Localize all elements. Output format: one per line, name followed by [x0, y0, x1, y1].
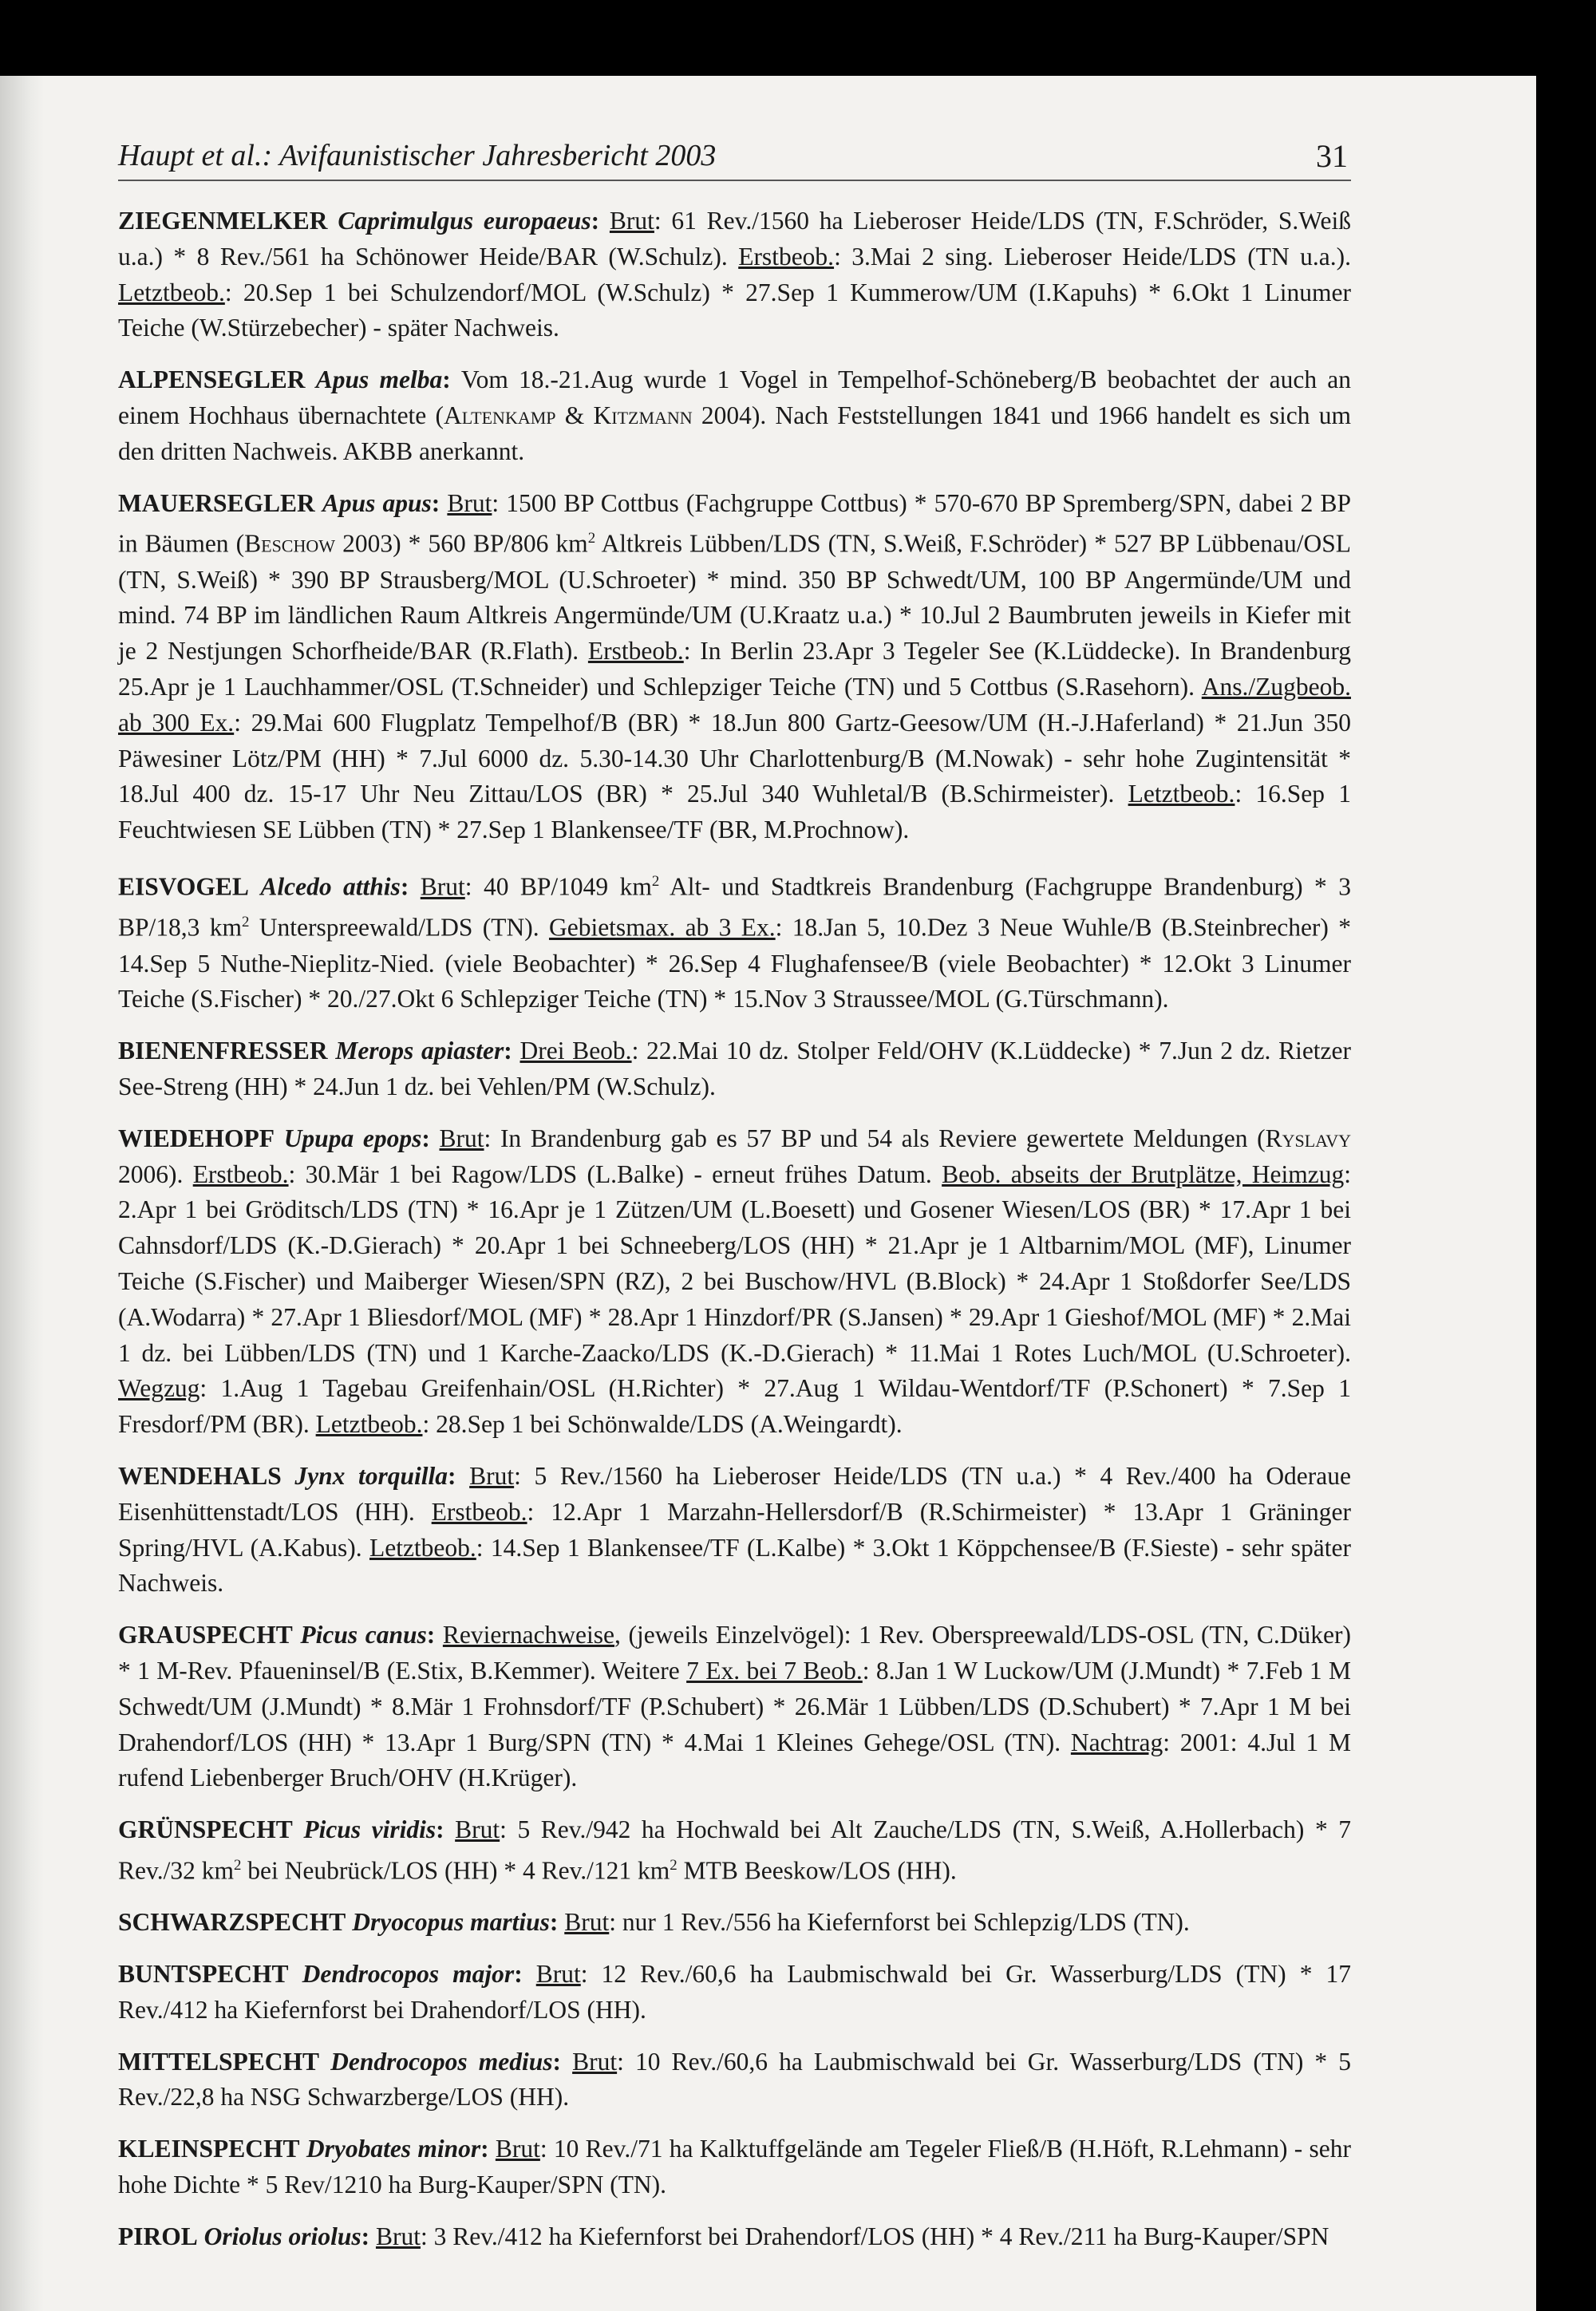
- species-name: KLEINSPECHT: [118, 2135, 300, 2163]
- section-label: Letztbeob.: [315, 1410, 423, 1439]
- record-text: : 12.Apr 1 Marzahn-Hellersdorf/B (R.Schirmeister) * 13.Apr 1 Gräninger Spring/HVL (A.Kabus).: [118, 1497, 1351, 1562]
- species-entry-grauspecht: GRAUSPECHT Picus canus: Reviernachweise, (jeweils Einzelvögel): 1 Rev. Oberspreewald/LDS-OSL (TN, C.Düker) * 1 M-Rev. Pfaueninsel/B (E.Stix, B.Kemmer). Weitere 7 Ex. bei 7 Beob.: 8.Jan 1 W Luckow/UM (J.Mundt) * 7.Feb 1 M Schwedt/UM (J.Mundt) * 8.Mär 1 Frohnsdorf/TF (P.Schubert) * 26.Mär 1 Lübben/LDS (D.Schubert) * 7.Apr 1 M bei Drahendorf/LOS (HH) * 13.Apr 1 Burg/SPN (TN) * 4.Mai 1 Kleines Gehege/OSL (TN). Nachtrag: 2001: 4.Jul 1 M rufend Liebenberger Bruch/OHV (H.Krüger).: [118, 1621, 1352, 1792]
- scientific-name: Jynx torquilla: [294, 1462, 448, 1490]
- record-text: : 2001: 4.Jul 1 M rufend Liebenberger Bruch/OHV (H.Krüger).: [118, 1728, 1351, 1792]
- scientific-name: Dendrocopos medius: [330, 2047, 553, 2076]
- record-text: Altkreis Lübben/LDS (TN, S.Weiß, F.Schröder) * 527 BP Lübbenau/OSL (TN, S.Weiß) * 390 BP Strausberg/MOL (U.Schroeter) * mind. 350 BP Schwedt/UM, 100 BP Angermünde/UM und mind. 74 BP im ländlichen Raum Altkreis Angermünde/UM (U.Kraatz u.a.) * 10.Jul 2 Baumbruten jeweils in Kiefer mit je 2 Nestjungen Schorfheide/BAR (R.Flath).: [118, 529, 1351, 666]
- record-text: : In Berlin 23.Apr 3 Tegeler See (K.Lüddecke). In Brandenburg 25.Apr je 1 Lauchhammer/OSL (T.Schneider) und Schlepziger Teiche (TN) und 5 Cottbus (S.Rasehorn).: [118, 637, 1351, 701]
- scientific-name: Caprimulgus europaeus: [338, 207, 591, 235]
- species-entry-kleinspecht: KLEINSPECHT Dryobates minor: Brut: 10 Rev./71 ha Kalktuffgelände am Tegeler Fließ/B (H.Höft, R.Lehmann) - sehr hohe Dichte * 5 Rev/1210 ha Burg-Kauper/SPN (TN).: [118, 2135, 1352, 2199]
- species-name: GRAUSPECHT: [118, 1621, 293, 1649]
- section-label: Letztbeob.: [1128, 780, 1235, 808]
- section-label: Drei Beob.: [519, 1037, 632, 1065]
- species-entry-wendehals: WENDEHALS Jynx torquilla: Brut: 5 Rev./1560 ha Lieberoser Heide/LDS (TN u.a.) * 4 Rev./400 ha Oderaue Eisenhüttenstadt/LOS (HH). Erstbeob.: 12.Apr 1 Marzahn-Hellersdorf/B (R.Schirmeister) * 13.Apr 1 Gräninger Spring/HVL (A.Kabus). Letztbeob.: 14.Sep 1 Blankensee/TF (L.Kalbe) * 3.Okt 1 Köppchensee/B (F.Sieste) - sehr später Nachweis.: [118, 1462, 1351, 1598]
- scientific-name: Apus melba: [315, 365, 443, 394]
- record-text: : 61 Rev./1560 ha Lieberoser Heide/LDS (TN, F.Schröder, S.Weiß u.a.) * 8 Rev./561 ha Schönower Heide/BAR (W.Schulz).: [118, 207, 1351, 271]
- superscript: 2: [233, 1856, 242, 1874]
- section-label: 7 Ex. bei 7 Beob.: [686, 1656, 863, 1685]
- species-name: ZIEGENMELKER: [118, 207, 328, 235]
- species-entry-wiedehopf: WIEDEHOPF Upupa epops: Brut: In Brandenburg gab es 57 BP und 54 als Reviere gewertete Meldungen (Ryslavy 2006). Erstbeob.: 30.Mär 1 bei Ragow/LDS (L.Balke) - erneut frühes Datum. Beob. abseits der Brutplätze, Heimzug: 2.Apr 1 bei Gröditsch/LDS (TN) * 16.Apr je 1 Zützen/UM (L.Boesett) und Gosener Wiesen/LOS (BR) * 17.Apr 1 bei Cahnsdorf/LDS (K.-D.Gierach) * 20.Apr 1 bei Schneeberg/LOS (HH) * 21.Apr je 1 Altbarnim/MOL (MF), Linumer Teiche (S.Fischer) und Maiberger Wiesen/SPN (RZ), 2 bei Buschow/HVL (B.Block) * 24.Apr 1 Stoßdorfer See/LDS (A.Wodarra) * 27.Apr 1 Bliesdorf/MOL (MF) * 28.Apr 1 Hinzdorf/PR (S.Jansen) * 29.Apr 1 Gieshof/MOL (MF) * 2.Mai 1 dz. bei Lübben/LDS (TN) und 1 Karche-Zaacko/LDS (K.-D.Gierach) * 11.Mai 1 Rotes Luch/MOL (U.Schroeter). Wegzug: 1.Aug 1 Tagebau Greifenhain/OSL (H.Richter) * 27.Aug 1 Wildau-Wentdorf/TF (P.Schonert) * 7.Sep 1 Fresdorf/PM (BR). Letztbeob.: 28.Sep 1 bei Schönwalde/LDS (A.Weingardt).: [118, 1124, 1352, 1439]
- section-label: Ans./Zugbeob. ab 300 Ex.: [118, 673, 1351, 737]
- running-header: [118, 132, 1351, 181]
- record-text: : 10 Rev./71 ha Kalktuffgelände am Tegeler Fließ/B (H.Höft, R.Lehmann) - sehr hohe Dichte * 5 Rev/1210 ha Burg-Kauper/SPN (TN).: [118, 2135, 1352, 2199]
- species-name: MITTELSPECHT: [118, 2047, 320, 2076]
- section-label: Nachtrag: [1070, 1728, 1163, 1756]
- scientific-name: Dendrocopos major: [302, 1960, 515, 1989]
- species-entry-mauersegler: MAUERSEGLER Apus apus: Brut: 1500 BP Cottbus (Fachgruppe Cottbus) * 570-670 BP Spremberg/SPN, dabei 2 BP in Bäumen (Beschow 2003) * 560 BP/806 $km^2$ Altkreis Lübben/LDS (TN, S.Weiß, F.Schröder) * 527 BP Lübbenau/OSL (TN, S.Weiß) * 390 BP Strausberg/MOL (U.Schroeter) * mind. 350 BP Schwedt/UM, 100 BP Angermünde/UM und mind. 74 BP im ländlichen Raum Altkreis Angermünde/UM (U.Kraatz u.a.) * 10.Jul 2 Baumbruten jeweils in Kiefer mit je 2 Nestjungen Schorfheide/BAR (R.Flath). Erstbeob.: In Berlin 23.Apr 3 Tegeler See (K.Lüddecke). In Brandenburg 25.Apr je 1 Lauchhammer/OSL (T.Schneider) und Schlepziger Teiche (TN) und 5 Cottbus (S.Rasehorn). Ans./Zugbeob. ab 300 Ex.: 29.Mai 600 Flugplatz Tempelhof/B (BR) * 18.Jun 800 Gartz-Geesow/UM (H.-J.Haferland) * 21.Jun 350 Päwesiner Lötz/PM (HH) * 7.Jul 6000 dz. 5.30-14.30 Uhr Charlottenburg/B (M.Nowak) - sehr hohe Zugintensität * 18.Jul 400 dz. 15-17 Uhr Neu Zittau/LOS (BR) * 25.Jul 340 Wuhletal/B (B.Schirmeister). Letztbeob.: 16.Sep 1 Feuchtwiesen SE Lübben (TN) * 27.Sep 1 Blankensee/TF (BR, M.Prochnow).: [118, 488, 1351, 844]
- record-text: : nur 1 Rev./556 ha Kiefernforst bei Schlepzig/LDS (TN).: [609, 1908, 1190, 1937]
- scientific-name: Picus viridis: [303, 1815, 437, 1844]
- scientific-name: Upupa epops: [283, 1124, 422, 1152]
- species-name: PIROL: [118, 2222, 198, 2250]
- citation-author: Beschow: [244, 529, 336, 558]
- section-label: Erstbeob.: [431, 1497, 527, 1526]
- scientific-name: Oriolus oriolus: [203, 2222, 361, 2250]
- scientific-name: Picus canus: [300, 1621, 427, 1649]
- record-text: : 29.Mai 600 Flugplatz Tempelhof/B (BR) * 18.Jun 800 Gartz-Geesow/UM (H.-J.Haferland) * 21.Jun 350 Päwesiner Lötz/PM (HH) * 7.Jul 6000 dz. 5.30-14.30 Uhr Charlottenburg/B (M.Nowak) - sehr hohe Zugintensität * 18.Jul 400 dz. 15-17 Uhr Neu Zittau/LOS (BR) * 25.Jul 340 Wuhletal/B (B.Schirmeister).: [118, 708, 1351, 808]
- record-text: 2004). Nach Feststellungen 1841 und 1966 handelt es sich um den dritten Nachweis. AKBB anerkannt.: [118, 401, 1351, 465]
- page-gutter-shadow: [0, 76, 44, 2311]
- section-label: Brut: [535, 1960, 581, 1989]
- record-text: : 5 Rev./942 ha Hochwald bei Alt Zauche/LDS (TN, S.Weiß, A.Hollerbach) * 7 Rev./32 km: [118, 1815, 1351, 1885]
- section-label: Brut: [439, 1124, 484, 1152]
- record-text: : 20.Sep 1 bei Schulzendorf/MOL (W.Schulz) * 27.Sep 1 Kummerow/UM (I.Kapuhs) * 6.Okt 1 Linumer Teiche (W.Stürzebecher) - später Nachweis.: [118, 278, 1351, 342]
- record-text: , (jeweils Einzelvögel): 1 Rev. Oberspreewald/LDS-OSL (TN, C.Düker) * 1 M-Rev. Pfaueninsel/B (E.Stix, B.Kemmer). Weitere: [118, 1621, 1352, 1685]
- species-name: MAUERSEGLER: [118, 488, 315, 517]
- record-text: : 22.Mai 10 dz. Stolper Feld/OHV (K.Lüddecke) * 7.Jun 2 dz. Rietzer See-Streng (HH) * 24.Jun 1 dz. bei Vehlen/PM (W.Schulz).: [118, 1037, 1352, 1101]
- species-name: ALPENSEGLER: [118, 365, 306, 394]
- section-label: Brut: [572, 2047, 618, 2076]
- book-page: [0, 76, 1536, 2311]
- section-label: Brut: [469, 1462, 515, 1490]
- citation-author: Ryslavy: [1265, 1124, 1352, 1152]
- scientific-name: Dryocopus martius: [352, 1908, 550, 1937]
- section-label: Erstbeob.: [738, 242, 835, 271]
- species-list: [118, 203, 1351, 2271]
- species-entry-gruenspecht: GRÜNSPECHT Picus viridis: Brut: 5 Rev./942 ha Hochwald bei Alt Zauche/LDS (TN, S.Weiß, A.Hollerbach) * 7 Rev./32 $km^2$ bei Neubrück/LOS (HH) * 4 Rev./121 $km^2$ MTB Beeskow/LOS (HH).: [118, 1815, 1351, 1885]
- record-text: : 16.Sep 1 Feuchtwiesen SE Lübben (TN) * 27.Sep 1 Blankensee/TF (BR, M.Prochnow).: [118, 780, 1351, 844]
- superscript: 2: [587, 530, 596, 547]
- species-name: BUNTSPECHT: [118, 1960, 289, 1989]
- superscript: 2: [242, 914, 250, 931]
- section-label: Erstbeob.: [587, 637, 684, 666]
- record-text: Vom 18.-21.Aug wurde 1 Vogel in Tempelhof-Schöneberg/B beobachtet der auch an einem Hochhaus übernachtete (: [118, 365, 1352, 429]
- record-text: Unterspreewald/LDS (TN).: [249, 913, 549, 942]
- species-entry-buntspecht: BUNTSPECHT Dendrocopos major: Brut: 12 Rev./60,6 ha Laubmischwald bei Gr. Wasserburg/LDS (TN) * 17 Rev./412 ha Kiefernforst bei Drahendorf/LOS (HH).: [118, 1960, 1351, 2024]
- record-text: 2003) * 560 BP/806 km: [335, 529, 588, 558]
- section-label: Reviernachweise: [442, 1621, 615, 1649]
- record-text: MTB Beeskow/LOS (HH).: [677, 1856, 957, 1885]
- scientific-name: Apus apus: [322, 488, 432, 517]
- record-text: : 10 Rev./60,6 ha Laubmischwald bei Gr. Wasserburg/LDS (TN) * 5 Rev./22,8 ha NSG Schwarzberge/LOS (HH).: [118, 2047, 1352, 2112]
- section-label: Letztbeob.: [118, 278, 225, 306]
- record-text: : 14.Sep 1 Blankensee/TF (L.Kalbe) * 3.Okt 1 Köppchensee/B (F.Sieste) - sehr später Nachweis.: [118, 1533, 1351, 1598]
- record-text: : 3 Rev./412 ha Kiefernforst bei Drahendorf/LOS (HH) * 4 Rev./211 ha Burg-Kauper/SPN: [420, 2222, 1329, 2250]
- species-name: BIENENFRESSER: [118, 1037, 328, 1065]
- scientific-name: Alcedo atthis: [260, 872, 401, 901]
- section-label: Letztbeob.: [369, 1533, 476, 1562]
- record-text: : 18.Jan 5, 10.Dez 3 Neue Wuhle/B (B.Steinbrecher) * 14.Sep 5 Nuthe-Nieplitz-Nied. (viele Beobachter) * 26.Sep 4 Flughafensee/B (viele Beobachter) * 12.Okt 3 Linumer Teiche (S.Fischer) * 20./27.Okt 6 Schlepziger Teiche (TN) * 15.Nov 3 Straussee/MOL (G.Türschmann).: [118, 913, 1351, 1013]
- record-text: : In Brandenburg gab es 57 BP und 54 als Reviere gewertete Meldungen (: [484, 1124, 1266, 1152]
- species-entry-eisvogel: EISVOGEL Alcedo atthis: Brut: 40 BP/1049 $km^2$ Alt- und Stadtkreis Brandenburg (Fachgruppe Brandenburg) * 3 BP/18,3 $km^2$ Unterspreewald/LDS (TN). Gebietsmax. ab 3 Ex.: 18.Jan 5, 10.Dez 3 Neue Wuhle/B (B.Steinbrecher) * 14.Sep 5 Nuthe-Nieplitz-Nied. (viele Beobachter) * 26.Sep 4 Flughafensee/B (viele Beobachter) * 12.Okt 3 Linumer Teiche (S.Fischer) * 20./27.Okt 6 Schlepziger Teiche (TN) * 15.Nov 3 Straussee/MOL (G.Türschmann).: [118, 872, 1351, 1013]
- species-entry-bienenfresser: BIENENFRESSER Merops apiaster: Drei Beob.: 22.Mai 10 dz. Stolper Feld/OHV (K.Lüddecke) * 7.Jun 2 dz. Rietzer See-Streng (HH) * 24.Jun 1 dz. bei Vehlen/PM (W.Schulz).: [118, 1037, 1352, 1101]
- section-label: Brut: [495, 2135, 540, 2163]
- species-entry-ziegenmelker: ZIEGENMELKER Caprimulgus europaeus: Brut: 61 Rev./1560 ha Lieberoser Heide/LDS (TN, F.Schröder, S.Weiß u.a.) * 8 Rev./561 ha Schönower Heide/BAR (W.Schulz). Erstbeob.: 3.Mai 2 sing. Lieberoser Heide/LDS (TN u.a.). Letztbeob.: 20.Sep 1 bei Schulzendorf/MOL (W.Schulz) * 27.Sep 1 Kummerow/UM (I.Kapuhs) * 6.Okt 1 Linumer Teiche (W.Stürzebecher) - später Nachweis.: [118, 207, 1351, 342]
- record-text: : 1500 BP Cottbus (Fachgruppe Cottbus) * 570-670 BP Spremberg/SPN, dabei 2 BP in Bäumen (: [118, 488, 1351, 558]
- record-text: bei Neubrück/LOS (HH) * 4 Rev./121 km: [241, 1856, 670, 1885]
- page-number: 31: [1316, 138, 1348, 174]
- species-name: EISVOGEL: [118, 872, 249, 901]
- species-name: SCHWARZSPECHT: [118, 1908, 346, 1937]
- citation-author: Altenkamp: [444, 401, 556, 429]
- record-text: : 12 Rev./60,6 ha Laubmischwald bei Gr. Wasserburg/LDS (TN) * 17 Rev./412 ha Kiefernforst bei Drahendorf/LOS (HH).: [118, 1960, 1351, 2024]
- section-label: Wegzug: [118, 1374, 200, 1403]
- superscript: 2: [651, 873, 660, 891]
- citation-author: Kitzmann: [593, 401, 693, 429]
- species-entry-mittelspecht: MITTELSPECHT Dendrocopos medius: Brut: 10 Rev./60,6 ha Laubmischwald bei Gr. Wasserburg/LDS (TN) * 5 Rev./22,8 ha NSG Schwarzberge/LOS (HH).: [118, 2047, 1352, 2112]
- superscript: 2: [670, 1856, 678, 1874]
- species-name: WIEDEHOPF: [118, 1124, 275, 1152]
- section-label: Beob. abseits der Brutplätze, Heimzug: [942, 1159, 1345, 1188]
- record-text: : 5 Rev./1560 ha Lieberoser Heide/LDS (TN u.a.) * 4 Rev./400 ha Oderaue Eisenhüttenstadt/LOS (HH).: [118, 1462, 1351, 1526]
- running-title: Haupt et al.: Avifaunistischer Jahresbericht 2003: [118, 139, 717, 172]
- record-text: 2006).: [118, 1159, 193, 1188]
- section-label: Brut: [609, 207, 654, 235]
- species-entry-alpensegler: ALPENSEGLER Apus melba: Vom 18.-21.Aug wurde 1 Vogel in Tempelhof-Schöneberg/B beobachtet der auch an einem Hochhaus übernachtete (Altenkamp & Kitzmann 2004). Nach Feststellungen 1841 und 1966 handelt es sich um den dritten Nachweis. AKBB anerkannt.: [118, 365, 1352, 465]
- section-label: Gebietsmax. ab 3 Ex.: [548, 913, 776, 942]
- species-entry-pirol: PIROL Oriolus oriolus: Brut: 3 Rev./412 ha Kiefernforst bei Drahendorf/LOS (HH) * 4 Rev./211 ha Burg-Kauper/SPN: [118, 2222, 1329, 2250]
- section-label: Brut: [375, 2222, 421, 2250]
- section-label: Erstbeob.: [192, 1159, 289, 1188]
- record-text: : 30.Mär 1 bei Ragow/LDS (L.Balke) - erneut frühes Datum.: [288, 1159, 942, 1188]
- record-text: : 1.Aug 1 Tagebau Greifenhain/OSL (H.Richter) * 27.Aug 1 Wildau-Wentdorf/TF (P.Schonert) * 7.Sep 1 Fresdorf/PM (BR).: [118, 1374, 1351, 1439]
- species-entry-schwarzspecht: SCHWARZSPECHT Dryocopus martius: Brut: nur 1 Rev./556 ha Kiefernforst bei Schlepzig/LDS (TN).: [118, 1908, 1190, 1937]
- section-label: Brut: [564, 1908, 610, 1937]
- record-text: : 40 BP/1049 km: [464, 872, 652, 901]
- record-text: : 3.Mai 2 sing. Lieberoser Heide/LDS (TN u.a.).: [834, 242, 1351, 271]
- record-text: Alt- und Stadtkreis Brandenburg (Fachgruppe Brandenburg) * 3 BP/18,3 km: [118, 872, 1351, 942]
- species-name: WENDEHALS: [118, 1462, 282, 1490]
- section-label: Brut: [420, 872, 465, 901]
- record-text: : 28.Sep 1 bei Schönwalde/LDS (A.Weingardt).: [422, 1410, 903, 1439]
- record-text: : 8.Jan 1 W Luckow/UM (J.Mundt) * 7.Feb 1 M Schwedt/UM (J.Mundt) * 8.Mär 1 Frohnsdorf/TF (P.Schubert) * 26.Mär 1 Lübben/LDS (D.Schubert) * 7.Apr 1 M bei Drahendorf/LOS (HH) * 13.Apr 1 Burg/SPN (TN) * 4.Mai 1 Kleines Gehege/OSL (TN).: [118, 1656, 1351, 1756]
- scientific-name: Merops apiaster: [335, 1037, 504, 1065]
- section-label: Brut: [447, 488, 492, 517]
- record-text: &: [555, 401, 594, 429]
- scientific-name: Dryobates minor: [306, 2135, 481, 2163]
- section-label: Brut: [455, 1815, 500, 1844]
- record-text: : 2.Apr 1 bei Gröditsch/LDS (TN) * 16.Apr je 1 Zützen/UM (L.Boesett) und Gosener Wiesen/LOS (BR) * 17.Apr 1 bei Cahnsdorf/LDS (K.-D.Gierach) * 20.Apr 1 bei Schneeberg/LOS (HH) * 21.Apr je 1 Altbarnim/MOL (MF), Linumer Teiche (S.Fischer) und Maiberger Wiesen/SPN (RZ), 2 bei Buschow/HVL (B.Block) * 24.Apr 1 Stoßdorfer See/LDS (A.Wodarra) * 27.Apr 1 Bliesdorf/MOL (MF) * 28.Apr 1 Hinzdorf/PR (S.Jansen) * 29.Apr 1 Gieshof/MOL (MF) * 2.Mai 1 dz. bei Lübben/LDS (TN) und 1 Karche-Zaacko/LDS (K.-D.Gierach) * 11.Mai 1 Rotes Luch/MOL (U.Schroeter).: [118, 1159, 1352, 1367]
- species-name: GRÜNSPECHT: [118, 1815, 293, 1844]
